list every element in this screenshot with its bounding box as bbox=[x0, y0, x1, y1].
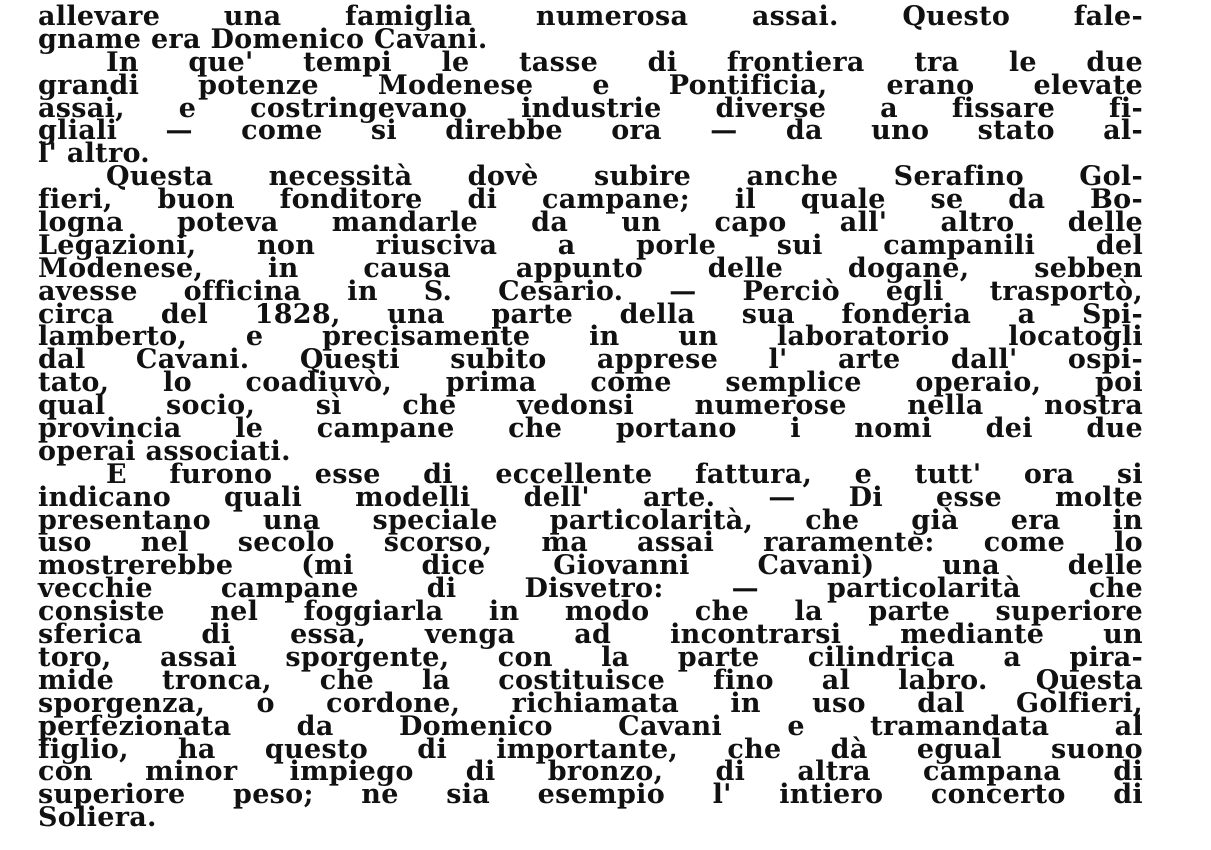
text-line: l' altro. bbox=[38, 138, 151, 170]
text-line: presentano una speciale particolarità, che già era in bbox=[38, 504, 1143, 536]
text-line: lamberto, e precisamente in un laboratorio locatogli bbox=[38, 321, 1143, 353]
document-text bbox=[38, 1, 1143, 834]
text-line: superiore peso; ne sia esempio l' intiero concerto di bbox=[38, 779, 1143, 811]
text-line: logna poteva mandarle da un capo all' altro delle bbox=[38, 207, 1143, 239]
text-line: grandi potenze Modenese e Pontificia, erano elevate bbox=[38, 69, 1143, 101]
text-line: sporgenza, o cordone, richiamata in uso dal Golfieri, bbox=[38, 687, 1143, 719]
text-line: Soliera. bbox=[38, 802, 157, 834]
text-line: circa del 1828, una parte della sua fonderia a Spi- bbox=[38, 298, 1143, 330]
text-line: uso nel secolo scorso, ma assai raramente: come lo bbox=[38, 527, 1143, 559]
text-line: mostrerebbe (mi dice Giovanni Cavani) una delle bbox=[38, 550, 1143, 582]
text-line: In que' tempi le tasse di frontiera tra le due bbox=[106, 46, 1143, 78]
text-line: Modenese, in causa appunto delle dogane, sebben bbox=[38, 252, 1143, 284]
text-line: consiste nel foggiarla in modo che la parte superiore bbox=[38, 596, 1143, 628]
text-line: assai, e costringevano industrie diverse a fissare fi- bbox=[38, 92, 1143, 124]
text-line: indicano quali modelli dell' arte. — Di esse molte bbox=[38, 481, 1143, 513]
text-line: vecchie campane di Disvetro: — particolarità che bbox=[38, 573, 1143, 605]
text-line: mide tronca, che la costituisce fino al labro. Questa bbox=[38, 664, 1143, 696]
text-line: dal Cavani. Questi subito apprese l' arte dall' ospi- bbox=[38, 344, 1143, 376]
text-line: toro, assai sporgente, con la parte cilindrica a pira- bbox=[38, 641, 1143, 673]
text-line: gname era Domenico Cavani. bbox=[38, 23, 488, 55]
text-line: E furono esse di eccellente fattura, e tutt' ora si bbox=[106, 458, 1143, 490]
text-line: figlio, ha questo di importante, che dà egual suono bbox=[38, 733, 1143, 765]
text-line: tato, lo coadiuvò, prima come semplice operaio, poi bbox=[38, 367, 1143, 399]
text-line: sferica di essa, venga ad incontrarsi mediante un bbox=[38, 619, 1143, 651]
text-line: fieri, buon fonditore di campane; il quale se da Bo- bbox=[38, 184, 1143, 216]
text-line: Questa necessità dovè subire anche Serafino Gol- bbox=[106, 161, 1143, 193]
text-line: qual socio, sì che vedonsi numerose nella nostra bbox=[38, 390, 1143, 422]
text-line: gliali — come si direbbe ora — da uno stato al- bbox=[38, 115, 1143, 147]
text-line: allevare una famiglia numerosa assai. Questo fale- bbox=[38, 1, 1143, 32]
text-line: operai associati. bbox=[38, 435, 291, 467]
text-line: con minor impiego di bronzo, di altra campana di bbox=[38, 756, 1143, 788]
text-line: perfezionata da Domenico Cavani e tramandata al bbox=[38, 710, 1143, 742]
text-line: Legazioni, non riusciva a porle sui campanili del bbox=[38, 229, 1143, 261]
text-line: provincia le campane che portano i nomi dei due bbox=[38, 413, 1143, 445]
text-line: avesse officina in S. Cesario. — Perciò egli trasportò, bbox=[38, 275, 1143, 307]
